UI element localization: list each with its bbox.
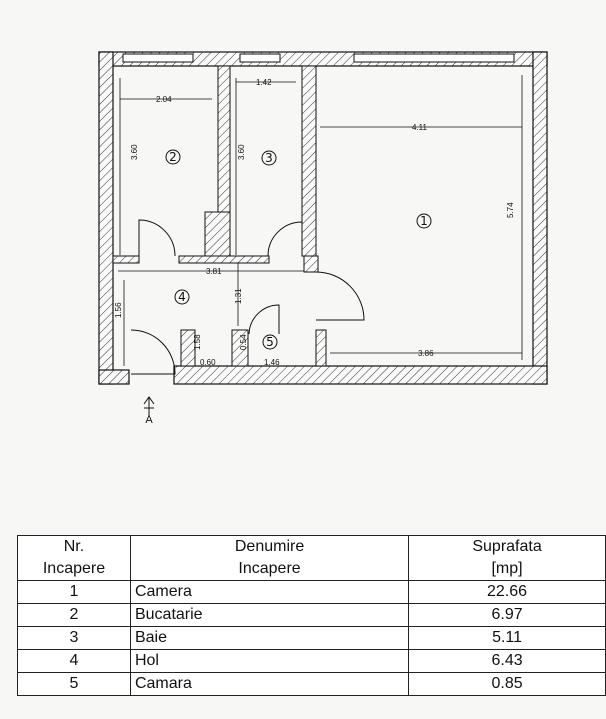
cell-nr: 4 — [18, 650, 131, 673]
cell-area: 22.66 — [409, 581, 606, 604]
room-5-marker — [263, 335, 277, 349]
table-header-row — [18, 558, 606, 581]
cell-area: 6.97 — [409, 604, 606, 627]
dim-niche-width: 0.60 — [200, 358, 216, 367]
dim-camara-width: 1.46 — [264, 358, 280, 367]
dim-camera-depth: 5.74 — [506, 202, 515, 218]
svg-text:4: 4 — [178, 290, 186, 304]
header-nr: Nr. — [18, 536, 131, 559]
cell-name: Baie — [130, 627, 408, 650]
cell-name: Hol — [130, 650, 408, 673]
cell-name: Camera — [130, 581, 408, 604]
cell-nr: 1 — [18, 581, 131, 604]
svg-text:5: 5 — [266, 335, 274, 349]
header-denumire: Denumire — [130, 536, 408, 559]
dim-hol-mid-depth: 1.31 — [234, 288, 243, 304]
header-unit: [mp] — [409, 558, 606, 581]
cell-nr: 5 — [18, 673, 131, 696]
cell-nr: 3 — [18, 627, 131, 650]
room-3-marker — [262, 151, 276, 165]
header-suprafata: Suprafata — [409, 536, 606, 559]
svg-text:3: 3 — [265, 151, 273, 165]
room-area-table — [17, 535, 606, 696]
dim-hol-depth: 1.56 — [114, 302, 123, 318]
cell-area: 0.85 — [409, 673, 606, 696]
header-incapere-name: Incapere — [130, 558, 408, 581]
cell-name: Camara — [130, 673, 408, 696]
room-4-marker — [175, 290, 189, 304]
interior-walls — [113, 66, 326, 366]
dim-camera-width-top: 4.11 — [412, 123, 427, 132]
table-header-row — [18, 536, 606, 559]
table-row — [18, 604, 606, 627]
cell-area: 6.43 — [409, 650, 606, 673]
table-row — [18, 581, 606, 604]
header-incapere: Incapere — [18, 558, 131, 581]
table-row — [18, 627, 606, 650]
dim-niche-depth: 1.58 — [193, 334, 202, 350]
room-2-marker — [166, 150, 180, 164]
svg-text:2: 2 — [169, 150, 177, 164]
dim-camera-width-bottom: 3.86 — [418, 349, 434, 358]
dim-hol-width: 3.81 — [206, 267, 222, 276]
room-1-marker — [417, 214, 431, 228]
table-row — [18, 650, 606, 673]
dim-bucatarie-width: 2.04 — [156, 95, 172, 104]
entry-label: A — [145, 414, 153, 426]
svg-text:1: 1 — [420, 214, 428, 228]
cell-name: Bucatarie — [130, 604, 408, 627]
dim-baie-width: 1.42 — [256, 78, 272, 87]
dimension-lines — [118, 75, 522, 366]
cell-area: 5.11 — [409, 627, 606, 650]
dim-baie-depth: 3.60 — [237, 144, 246, 160]
dim-camara-depth: 0.54 — [239, 334, 248, 350]
dim-bucatarie-depth: 3.60 — [130, 144, 139, 160]
cell-nr: 2 — [18, 604, 131, 627]
table-row — [18, 673, 606, 696]
